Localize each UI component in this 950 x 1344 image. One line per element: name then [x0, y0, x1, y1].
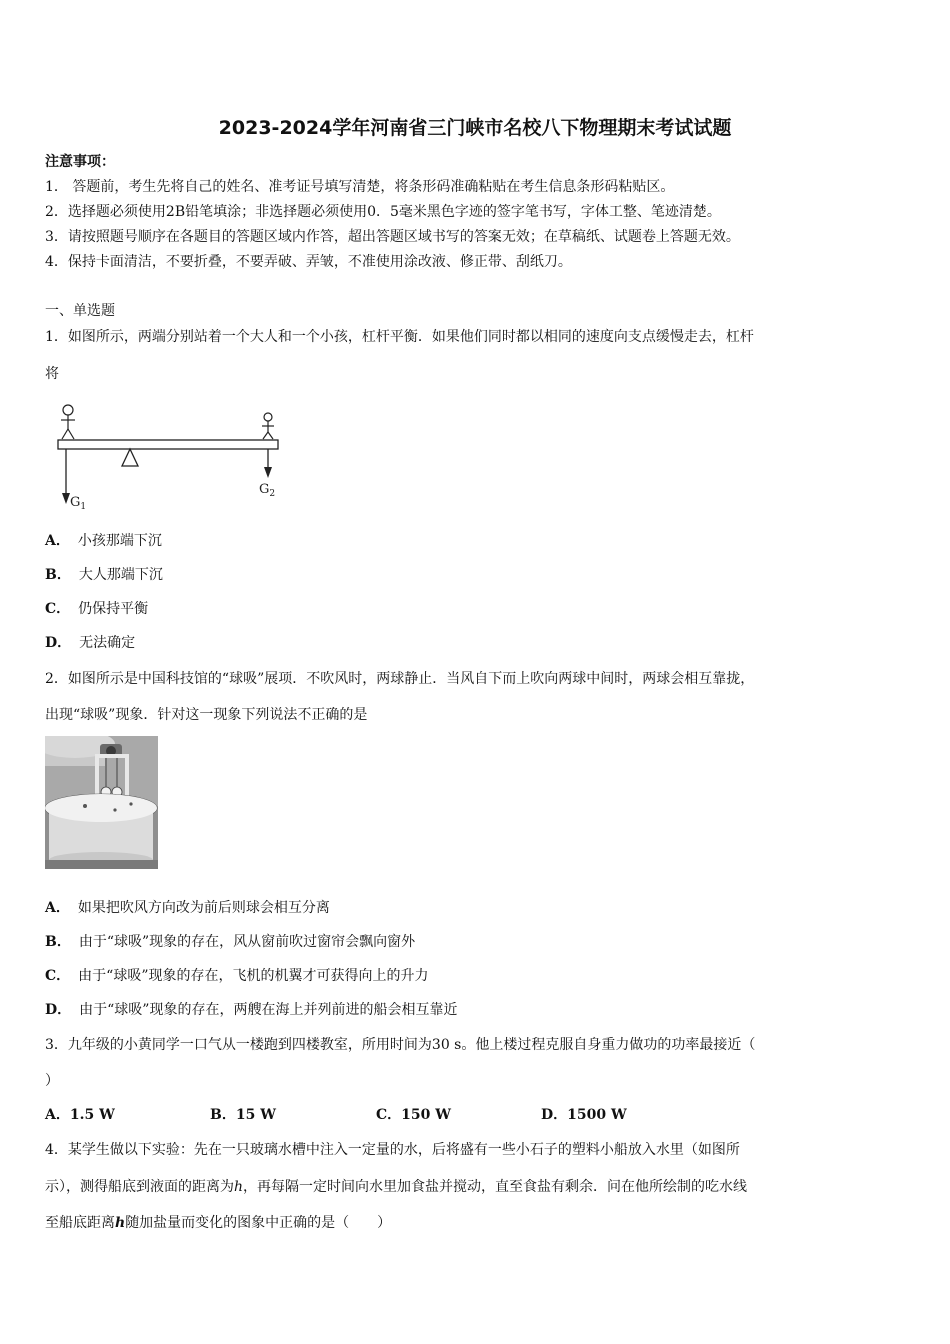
- g1-arrow: [62, 493, 70, 504]
- fulcrum: [122, 449, 138, 466]
- notice-item: 4．保持卡面清洁，不要折叠，不要弄破、弄皱，不准使用涂改液、修正带、刮纸刀。: [45, 254, 572, 270]
- q2-option-d: D． 由于“球吸”现象的存在，两艘在海上并列前进的船会相互靠近: [45, 1002, 458, 1018]
- notice-item: 3．请按照题号顺序在各题目的答题区域内作答，超出答题区域书写的答案无效；在草稿纸、试题卷上答题无效。: [45, 229, 740, 245]
- svg-text:G2: [259, 482, 275, 499]
- g2-subscript: 2: [269, 489, 276, 499]
- notice-item: 2．选择题必须使用2B铅笔填涂；非选择题必须使用0．5毫米黑色字迹的签字笔书写，字体工整、笔迹清楚。: [45, 204, 721, 220]
- adult-figure: [61, 405, 75, 439]
- q4-stem-line2: 示），测得船底到液面的距离为h，再每隔一定时间向水里加食盐并搅动，直至食盐有剩余．问在他所绘制的吃水线: [45, 1179, 748, 1195]
- q4-stem-line1: 4．某学生做以下实验：先在一只玻璃水槽中注入一定量的水，后将盛有一些小石子的塑料小船放入水里（如图所: [45, 1142, 740, 1158]
- g1-subscript: 1: [80, 502, 87, 512]
- q1-stem-line1: 1．如图所示，两端分别站着一个大人和一个小孩，杠杆平衡．如果他们同时都以相同的速度向支点缓慢走去，杠杆: [45, 329, 754, 345]
- svg-text:G1: [70, 495, 86, 512]
- section-heading: 一、单选题: [45, 303, 115, 319]
- notice-heading: 注意事项：: [45, 154, 115, 170]
- q3-stem-line2: ）: [45, 1073, 59, 1089]
- g2-arrow: [264, 467, 272, 478]
- lever-bar: [58, 440, 278, 449]
- q2-stem-line2: 出现“球吸”现象．针对这一现象下列说法不正确的是: [45, 707, 368, 723]
- q2-option-a: A． 如果把吹风方向改为前后则球会相互分离: [45, 900, 330, 916]
- q2-option-c: C． 由于“球吸”现象的存在，飞机的机翼才可获得向上的升力: [45, 968, 429, 984]
- q1-option-a: A． 小孩那端下沉: [45, 533, 162, 549]
- q2-stem-line1: 2．如图所示是中国科技馆的“球吸”展项．不吹风时，两球静止．当风自下而上吹向两球中间时，两球会相互靠拢，: [45, 671, 755, 687]
- q3-stem-line1: 3．九年级的小黄同学一口气从一楼跑到四楼教室，所用时间为30 s。他上楼过程克服自身重力做功的功率最接近（: [45, 1037, 756, 1053]
- q1-option-d: D． 无法确定: [45, 635, 136, 651]
- notice-item: 1． 答题前，考生先将自己的姓名、准考证号填写清楚，将条形码准确粘贴在考生信息条形码粘贴区。: [45, 179, 675, 195]
- q1-option-c: C． 仍保持平衡: [45, 601, 149, 617]
- q3-option-d: D．1500 W: [541, 1107, 627, 1123]
- q3-option-b: B．15 W: [210, 1107, 276, 1123]
- q3-option-a: A．1.5 W: [45, 1107, 115, 1123]
- q3-option-c: C．150 W: [376, 1107, 451, 1123]
- child-figure: [262, 413, 274, 439]
- page-title: 2023-2024学年河南省三门峡市名校八下物理期末考试试题: [218, 117, 732, 139]
- q2-option-b: B． 由于“球吸”现象的存在，风从窗前吹过窗帘会飘向窗外: [45, 934, 416, 950]
- lever-figure: [52, 400, 292, 512]
- q1-option-b: B． 大人那端下沉: [45, 567, 163, 583]
- ball-suction-photo: [45, 736, 158, 869]
- g2-label: G: [259, 482, 270, 497]
- q4-stem-line3: 至船底距离h随加盐量而变化的图象中正确的是（ ）: [45, 1215, 392, 1231]
- g1-label: G: [70, 495, 81, 510]
- q1-stem-line2: 将: [45, 366, 59, 382]
